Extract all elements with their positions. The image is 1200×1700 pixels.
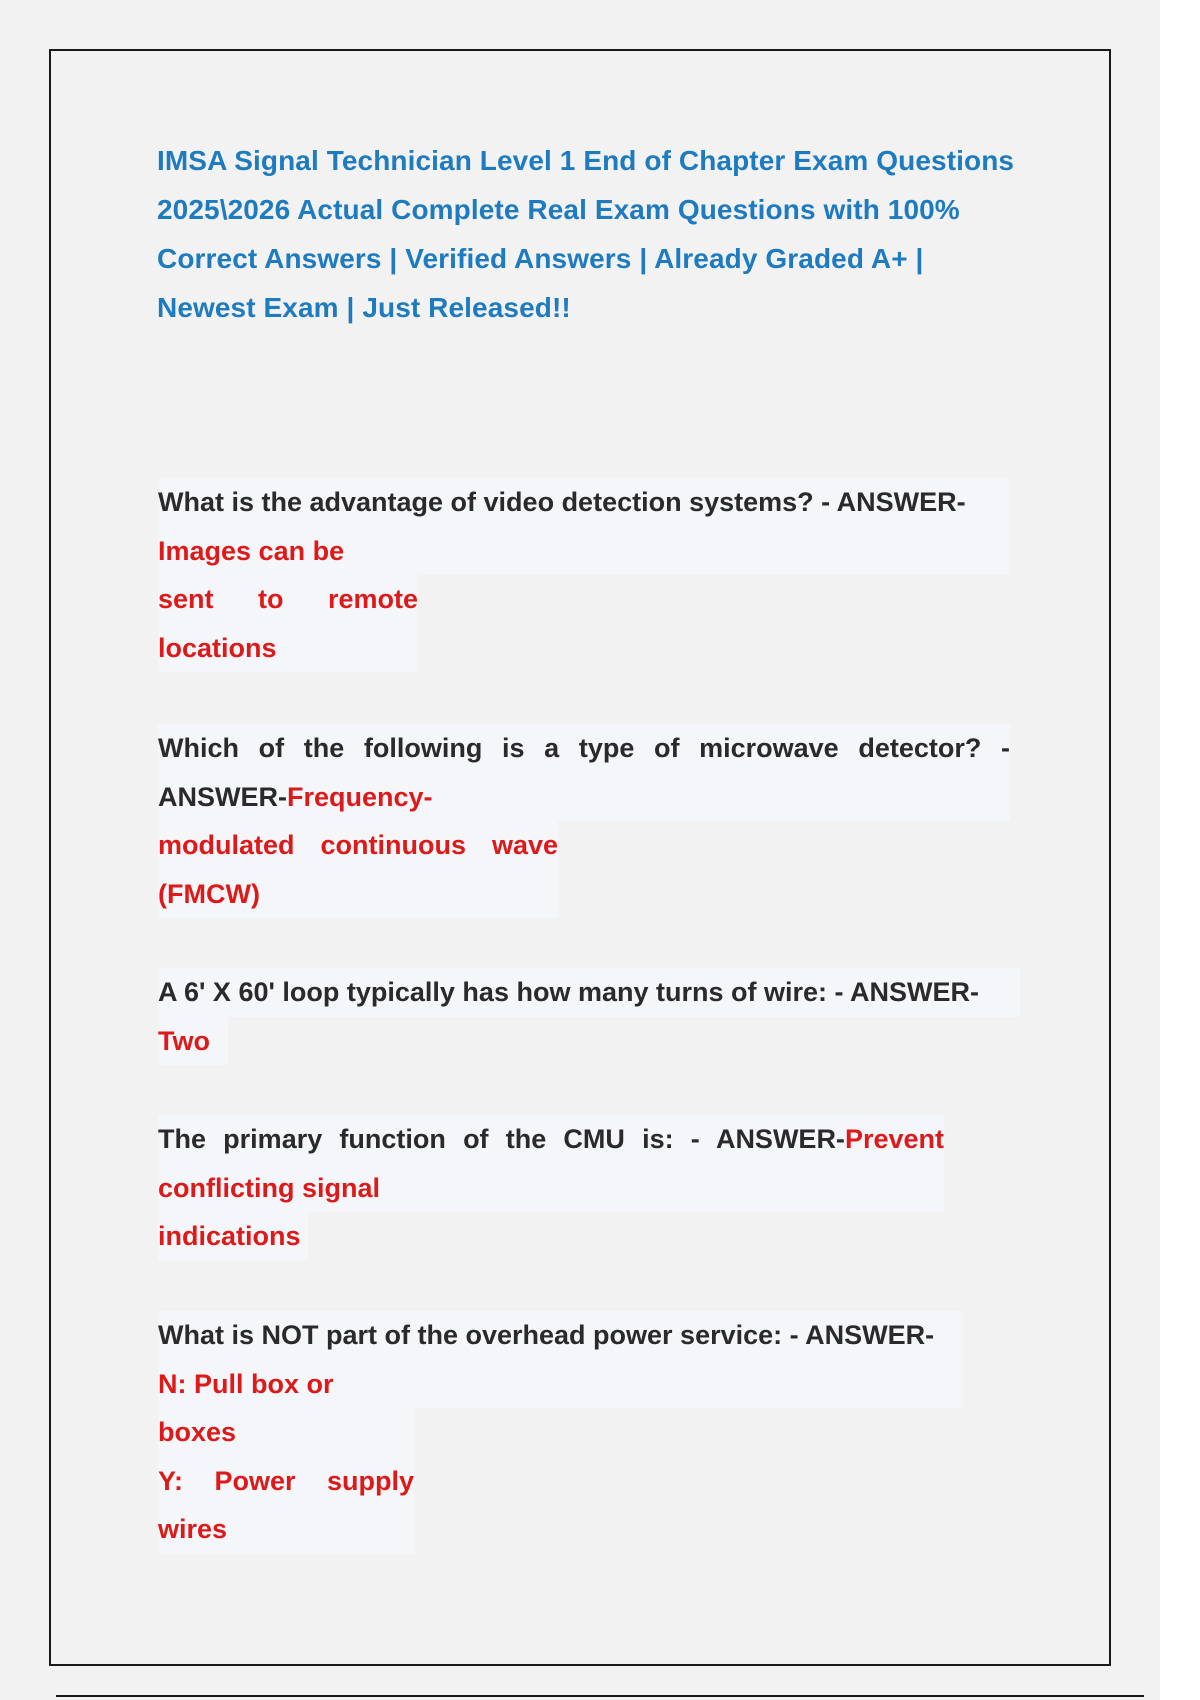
bottom-divider [56, 1695, 1144, 1697]
answer-text: modulated continuous wave [158, 821, 558, 870]
answer-text: Prevent [844, 1124, 944, 1154]
answer-text: Frequency- [287, 781, 433, 812]
question-text: What is the advantage of video detection systems? - ANSWER- [158, 478, 1010, 527]
answer-text: N: Pull box or [158, 1360, 963, 1409]
question-text: What is NOT part of the overhead power service: - ANSWER- [158, 1311, 963, 1360]
qa-item-1 [158, 478, 1010, 672]
title-line: Newest Exam | Just Released!! [157, 292, 571, 323]
answer-text: indications [158, 1212, 308, 1261]
document-title [157, 136, 1037, 332]
qa-item-3 [158, 968, 1020, 1065]
page-margin-strip [1160, 0, 1200, 1700]
answer-text: wires [158, 1505, 414, 1554]
answer-text: (FMCW) [158, 870, 558, 919]
qa-item-4 [158, 1115, 944, 1261]
qa-item-2 [158, 724, 1010, 918]
answer-text: conflicting signal [158, 1164, 944, 1213]
question-text: The primary function of the CMU is: - ANSWER- [158, 1124, 845, 1154]
answer-text: Two [158, 1017, 228, 1066]
qa-item-5 [158, 1311, 963, 1554]
title-line: 2025\2026 Actual Complete Real Exam Questions with 100% [157, 194, 960, 225]
question-answer-line [158, 773, 1010, 822]
title-line: Correct Answers | Verified Answers | Already Graded A+ | [157, 243, 924, 274]
answer-text: Images can be [158, 527, 1010, 576]
question-text: ANSWER- [158, 781, 287, 812]
answer-text: locations [158, 624, 418, 673]
question-text: A 6' X 60' loop typically has how many turns of wire: - ANSWER- [158, 968, 1020, 1017]
question-answer-line [158, 1115, 944, 1164]
question-text: Which of the following is a type of microwave detector? - [158, 724, 1010, 773]
answer-text: boxes [158, 1408, 414, 1457]
answer-text: sent to remote [158, 575, 418, 624]
title-line: IMSA Signal Technician Level 1 End of Chapter Exam Questions [157, 145, 1015, 176]
answer-text: Y: Power supply [158, 1457, 414, 1506]
